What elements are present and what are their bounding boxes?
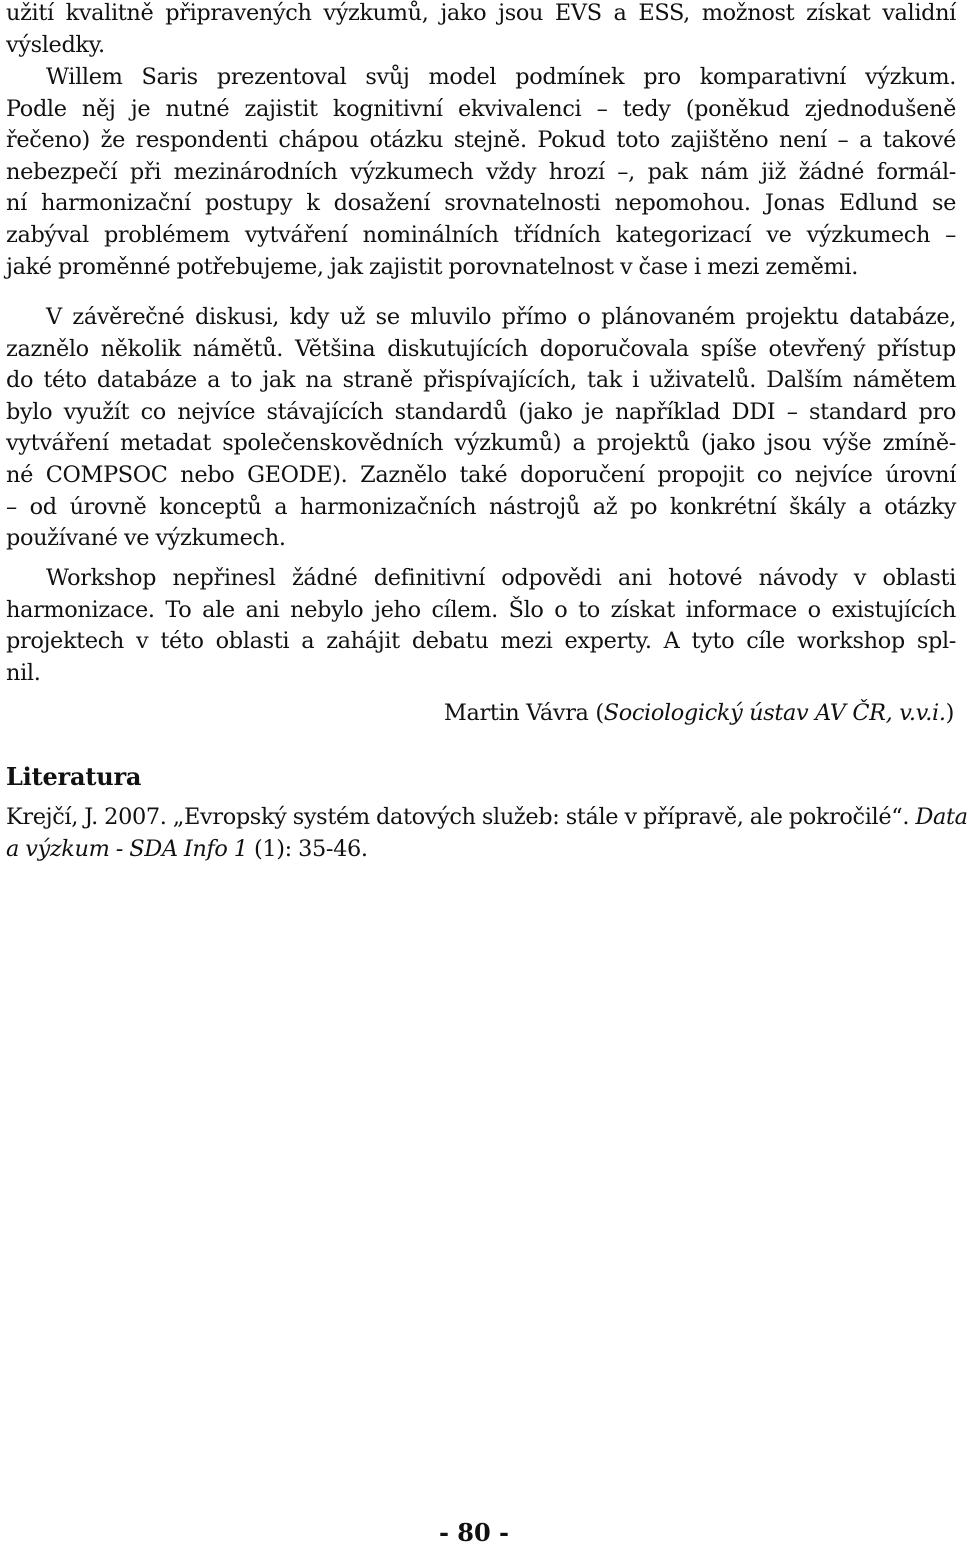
- reference-journal-cont: a výzkum - SDA Info 1: [6, 835, 248, 862]
- text-line: vytváření metadat společenskovědních výzkumů) a projektů (jako jsou výše zmíně-: [6, 430, 956, 457]
- text-line: Willem Saris prezentoval svůj model podmínek pro komparativní výzkum.: [46, 64, 956, 90]
- literature-heading: Literatura: [6, 762, 142, 791]
- text-line: nil.: [6, 659, 41, 686]
- paragraph-intro-end: [6, 0, 956, 61]
- text-line: zabýval problémem vytváření nominálních třídních kategorizací ve výzkumech –: [6, 221, 956, 248]
- text-line: Podle něj je nutné zajistit kognitivní ekvivalenci – tedy (poněkud zjednodušeně: [6, 95, 956, 122]
- text-line: bylo využít co nejvíce stávajících standardů (jako je například DDI – standard pro: [6, 398, 956, 425]
- paragraph-presentations: [6, 62, 956, 283]
- author-signature: [444, 698, 954, 730]
- text-line: V závěrečné diskusi, kdy už se mluvilo přímo o plánovaném projektu databáze,: [46, 304, 956, 330]
- text-line: nebezpečí při mezinárodních výzkumech vždy hrozí –, pak nám již žádné formál-: [6, 158, 956, 185]
- text-line: výsledky.: [6, 31, 105, 58]
- text-line: ní harmonizační postupy k dosažení srovnatelnosti nepomohou. Jonas Edlund se: [6, 190, 956, 217]
- text-line: projektech v této oblasti a zahájit debatu mezi experty. A tyto cíle workshop spl-: [6, 628, 956, 655]
- reference-text: Krejčí, J. 2007. „Evropský systém datových služeb: stále v přípravě, ale pokročilé“.: [6, 804, 916, 830]
- text-line: užití kvalitně připravených výzkumů, jako jsou EVS a ESS, možnost získat validní: [6, 0, 956, 26]
- reference-line: [6, 802, 968, 834]
- text-line: – od úrovně konceptů a harmonizačních nástrojů až po konkrétní škály a otázky: [6, 493, 956, 520]
- text-line: né COMPSOC nebo GEODE). Zaznělo také doporučení propojit co nejvíce úrovní: [6, 461, 956, 488]
- reference-entry: [6, 802, 968, 865]
- paragraph-discussion: [6, 302, 956, 555]
- reference-line: [6, 834, 956, 866]
- page-number: - 80 -: [438, 1518, 510, 1547]
- text-line: do této databáze a to jak na straně přispívajících, tak i uživatelů. Dalším námětem: [6, 367, 956, 394]
- reference-issue: (1): 35-46.: [247, 835, 368, 862]
- text-line: Workshop nepřinesl žádné definitivní odpovědi ani hotové návody v oblasti: [46, 565, 956, 591]
- text-line: jaké proměnné potřebujeme, jak zajistit porovnatelnost v čase i mezi zeměmi.: [6, 253, 858, 280]
- reference-journal: Data: [915, 804, 968, 830]
- text-line: používané ve výzkumech.: [6, 525, 286, 552]
- text-line: harmonizace. To ale ani nebylo jeho cílem. Šlo o to získat informace o existujících: [6, 596, 956, 623]
- text-line: řečeno) že respondenti chápou otázku stejně. Pokud toto zajištěno není – a takové: [6, 127, 956, 154]
- author-close: ): [945, 700, 954, 726]
- author-name: Martin Vávra (: [443, 700, 604, 726]
- paragraph-conclusion: [6, 563, 956, 689]
- author-affiliation: Sociologický ústav AV ČR, v.v.i.: [603, 700, 946, 726]
- text-line: zaznělo několik námětů. Většina diskutujících doporučovala spíše otevřený přístup: [6, 335, 956, 362]
